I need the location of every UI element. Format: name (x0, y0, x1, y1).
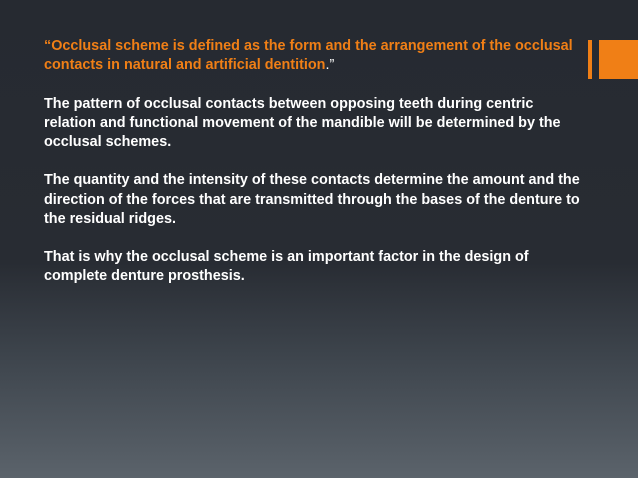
accent-bar-thin (588, 40, 592, 79)
definition-quote: “Occlusal scheme is defined as the form and the arrangement of the occlusal contacts in natural and artificial dentition (44, 38, 573, 74)
paragraph-occlusal-pattern: The pattern of occlusal contacts between opposing teeth during centric relation and functional movement of the mandible will be determined by the occlusal schemes. (44, 95, 561, 150)
slide-body (44, 37, 584, 306)
definition-quote-end: .” (325, 57, 335, 74)
paragraph-design-importance: That is why the occlusal scheme is an important factor in the design of complete denture prosthesis. (44, 249, 529, 285)
definition-paragraph (44, 37, 584, 75)
paragraph-contact-forces: The quantity and the intensity of these contacts determine the amount and the direction of the forces that are transmitted through the bases of the denture to the residual ridges. (44, 172, 580, 227)
accent-bar-thick (599, 40, 638, 79)
